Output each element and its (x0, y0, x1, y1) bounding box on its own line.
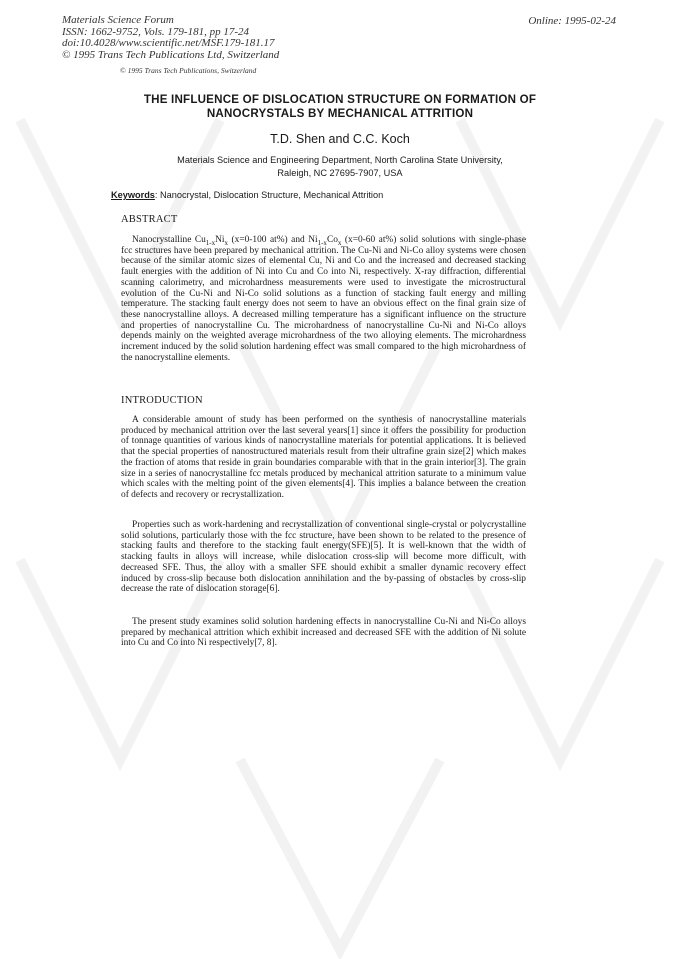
abstract-sub-3: 1-x (317, 238, 327, 247)
keywords-line (111, 190, 383, 200)
journal-citation-block (62, 15, 279, 61)
journal-name: Materials Science Forum (62, 14, 174, 26)
abstract-text-4: Co (326, 235, 338, 245)
affiliation-line-2: Raleigh, NC 27695-7907, USA (277, 167, 403, 178)
abstract-text-5: (x=0-60 at%) solid solutions with single-phase fcc structures have been prepared by mechanical attrition. The Cu-Ni and Ni-Co alloy systems were chosen because of the similar atomic sizes of elemental Cu, Ni and Co and the increased and decreased stacking fault energies with the addition of Ni into Cu and Co into Ni, respectively. X-ray diffraction, differential scanning calorimetry, and microhardness measurements were used to investigate the microstructural evolution of the Cu-Ni and Ni-Co solid solutions as a function of stacking fault energy and milling temperature. The stacking fault energy does not seem to have an obvious effect on the final grain size of these nanocrystalline alloys. A decreased milling temperature has a significant influence on the structure and properties of nanocrystalline Cu. The microhardness of nanocrystalline Cu-Ni and Ni-Co alloys depends mainly on the weighted average microhardness of the two alloying elements. The microhardness increment induced by the solid solution hardening effect was small compared to the high microhardness of the nanocrystalline elements. (121, 235, 526, 363)
abstract-paragraph (121, 235, 526, 363)
introduction-paragraph-3: The present study examines solid solution hardening effects in nanocrystalline Cu-Ni and Ni-Co alloys prepared by mechanical attrition which exhibit increased and decreased SFE with the addition of Ni solute into Cu and Co into Ni respectively[7, 8]. (121, 617, 526, 649)
authors: T.D. Shen and C.C. Koch (270, 132, 410, 146)
keywords-separator: : (154, 190, 158, 200)
copyright-line: © 1995 Trans Tech Publications Ltd, Switzerland (62, 48, 280, 61)
introduction-heading: INTRODUCTION (121, 395, 203, 406)
affiliation-line-1: Materials Science and Engineering Department, North Carolina State University, (177, 155, 503, 165)
introduction-paragraph-2: Properties such as work-hardening and recrystallization of conventional single-crystal or polycrystalline solid solutions, particularly those with the fcc structure, have been shown to be related to the presence of stacking faults and therefore to the stacking fault energy(SFE)[5]. It is well-known that the width of stacking faults in alloys will increase, while dislocation cross-slip will become more difficult, with decreased SFE. Thus, the alloy with a smaller SFE should exhibit a smaller dynamic recovery effect induced by cross-slip because both dislocation annihilation and the by-passing of obstacles by cross-slip decrease the rate of dislocation storage[6]. (121, 520, 526, 595)
keywords-list: Nanocrystal, Dislocation Structure, Mechanical Attrition (157, 190, 384, 200)
affiliation (90, 154, 590, 179)
title-line-1: THE INFLUENCE OF DISLOCATION STRUCTURE ON FORMATION OF (143, 93, 537, 106)
title-line-2: NANOCRYSTALS BY MECHANICAL ATTRITION (206, 107, 474, 120)
paper-title (90, 93, 590, 121)
abstract-text-3: (x=0-100 at%) and Ni (228, 235, 318, 245)
abstract-sub-4: x (337, 238, 342, 247)
publisher-copyright: © 1995 Trans Tech Publications, Switzerland (120, 66, 257, 75)
abstract-text-1: Nanocrystalline Cu (132, 235, 206, 245)
online-date: Online: 1995-02-24 (528, 15, 616, 27)
abstract-heading: ABSTRACT (121, 214, 178, 225)
abstract-text-2: Ni (215, 235, 225, 245)
abstract-sub-1: 1-x (205, 238, 216, 247)
doi-line: doi:10.4028/www.scientific.net/MSF.179-181.17 (62, 37, 275, 50)
issn-line: ISSN: 1662-9752, Vols. 179-181, pp 17-24 (62, 25, 249, 38)
introduction-paragraph-1: A considerable amount of study has been performed on the synthesis of nanocrystalline materials produced by mechanical attrition over the last several years[1] since it offers the possibility for production of tonnage quantities of various kinds of nanocrystalline materials for potential applications. It is believed that the special properties of nanostructured materials result from their ultrafine grain size[2] which makes the fraction of atoms that reside in grain boundaries comparable with that in the grain interior[3]. The grain size in a series of nanocrystalline fcc metals produced by mechanical attrition saturate to a minimum value which scales with the melting point of the given elements[4]. This implies a balance between the creation of defects and recovery or recrystallization. (121, 415, 526, 500)
keywords-label: Keywords (111, 190, 155, 200)
abstract-sub-2: x (224, 238, 229, 247)
